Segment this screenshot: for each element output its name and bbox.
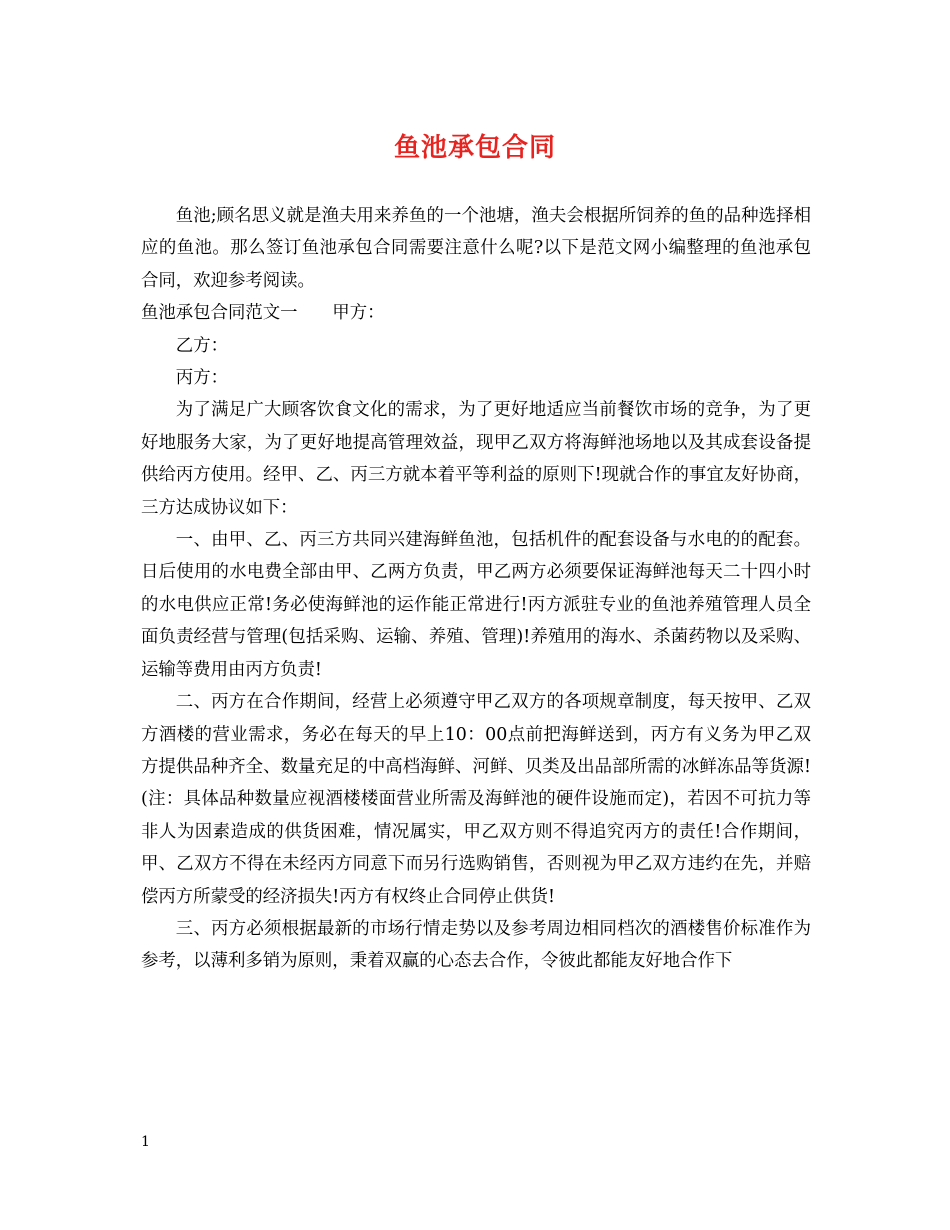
clause-3-paragraph: 三、丙方必须根据最新的市场行情走势以及参考周边相同档次的酒楼售价标准作为参考，以薄利多销为原则，秉着双赢的心态去合作，令彼此都能友好地合作下 [141, 918, 811, 972]
preamble-paragraph: 为了满足广大顾客饮食文化的需求，为了更好地适应当前餐饮市场的竞争，为了更好地服务大家，为了更好地提高管理效益，现甲乙双方将海鲜池场地以及其成套设备提供给丙方使用。经甲、乙、丙三方就本着平等利益的原则下!现就合作的事宜友好协商，三方达成协议如下： [141, 400, 811, 518]
intro-paragraph: 鱼池;顾名思义就是渔夫用来养鱼的一个池塘，渔夫会根据所饲养的鱼的品种选择相应的鱼池。那么签订鱼池承包合同需要注意什么呢?以下是范文网小编整理的鱼池承包合同，欢迎参考阅读。 [141, 206, 811, 291]
document-body [141, 200, 811, 978]
clause-1-paragraph: 一、由甲、乙、丙三方共同兴建海鲜鱼池，包括机件的配套设备与水电的的配套。日后使用的水电费全部由甲、乙两方负责，甲乙两方必须要保证海鲜池每天二十四小时的水电供应正常!务必使海鲜池的运作能正常进行!丙方派驻专业的鱼池养殖管理人员全面负责经营与管理(包括采购、运输、养殖、管理)!养殖用的海水、杀菌药物以及采购、运输等费用由丙方负责! [141, 530, 811, 680]
sample-heading: 鱼池承包合同范文一 甲方： [141, 303, 385, 324]
clause-2-paragraph: 二、丙方在合作期间，经营上必须遵守甲乙双方的各项规章制度，每天按甲、乙双方酒楼的营业需求，务必在每天的早上10：00点前把海鲜送到，丙方有义务为甲乙双方提供品种齐全、数量充足的中高档海鲜、河鲜、贝类及出品部所需的冰鲜冻品等货源!(注：具体品种数量应视酒楼楼面营业所需及海鲜池的硬件设施而定)，若因不可抗力等非人为因素造成的供货困难，情况属实，甲乙双方则不得追究丙方的责任!合作期间，甲、乙双方不得在未经丙方同意下而另行选购销售，否则视为甲乙双方违约在先，并赔偿丙方所蒙受的经济损失!丙方有权终止合同停止供货! [141, 692, 811, 907]
party-b-line: 乙方： [175, 335, 228, 356]
document-title: 鱼池承包合同 [393, 133, 556, 163]
party-c-line: 丙方： [175, 368, 228, 389]
page-number: 1 [141, 1134, 150, 1150]
